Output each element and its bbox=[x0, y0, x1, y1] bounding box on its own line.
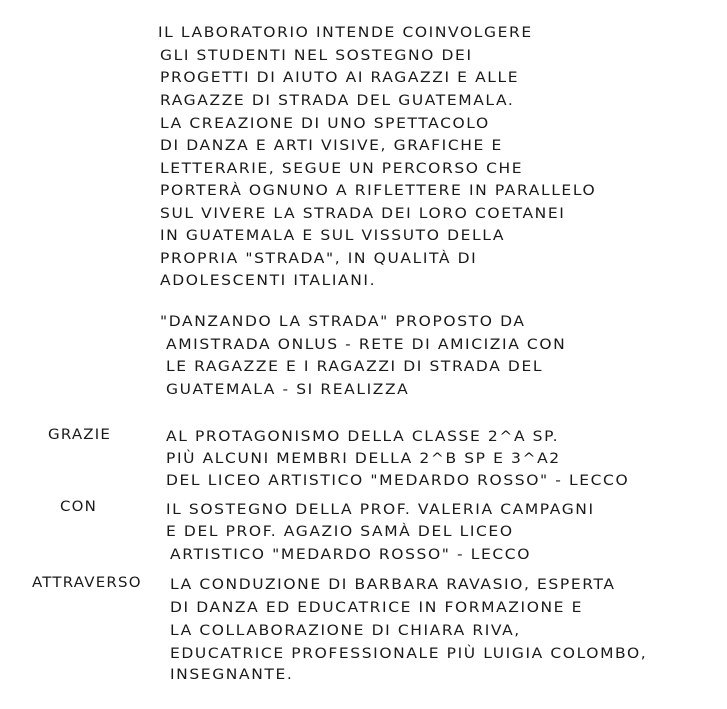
text-line: PROPRIA "STRADA", IN QUALITÀ DI bbox=[160, 250, 478, 267]
text-line: LA CREAZIONE DI UNO SPETTACOLO bbox=[160, 115, 490, 132]
text-line: IL SOSTEGNO DELLA PROF. VALERIA CAMPAGNI bbox=[166, 501, 595, 518]
text-line: ARTISTICO "MEDARDO ROSSO" - LECCO bbox=[170, 546, 532, 563]
section-label: ATTRAVERSO bbox=[32, 574, 142, 591]
text-line: GUATEMALA - SI REALIZZA bbox=[166, 381, 410, 398]
text-line: PROGETTI DI AIUTO AI RAGAZZI E ALLE bbox=[160, 69, 520, 86]
text-line: LA CONDUZIONE DI BARBARA RAVASIO, ESPERTA bbox=[170, 576, 616, 593]
text-line: EDUCATRICE PROFESSIONALE PIÙ LUIGIA COLOMBO, bbox=[170, 645, 648, 662]
section-label: CON bbox=[60, 498, 98, 515]
section-label: GRAZIE bbox=[48, 426, 112, 443]
text-line: LE RAGAZZE E I RAGAZZI DI STRADA DEL bbox=[166, 358, 544, 375]
text-line: PORTERÀ OGNUNO A RIFLETTERE IN PARALLELO bbox=[160, 182, 597, 199]
text-line: AL PROTAGONISMO DELLA CLASSE 2^A SP. bbox=[166, 428, 560, 445]
text-line: AMISTRADA ONLUS - RETE DI AMICIZIA CON bbox=[166, 336, 567, 353]
text-line: DI DANZA ED EDUCATRICE IN FORMAZIONE E bbox=[170, 599, 584, 616]
text-line: DI DANZA E ARTI VISIVE, GRAFICHE E bbox=[160, 137, 503, 154]
text-line: IN GUATEMALA E SUL VISSUTO DELLA bbox=[160, 227, 506, 244]
text-line: E DEL PROF. AGAZIO SAMÀ DEL LICEO bbox=[166, 523, 514, 540]
text-line: "DANZANDO LA STRADA" PROPOSTO DA bbox=[160, 313, 526, 330]
text-line: SUL VIVERE LA STRADA DEI LORO COETANEI bbox=[160, 205, 566, 222]
text-line: ADOLESCENTI ITALIANI. bbox=[160, 272, 377, 289]
text-line: RAGAZZE DI STRADA DEL GUATEMALA. bbox=[160, 92, 515, 109]
text-line: DEL LICEO ARTISTICO "MEDARDO ROSSO" - LECCO bbox=[166, 472, 630, 489]
text-line: GLI STUDENTI NEL SOSTEGNO DEI bbox=[160, 47, 473, 64]
text-line: LETTERARIE, SEGUE UN PERCORSO CHE bbox=[160, 160, 524, 177]
text-line: IL LABORATORIO INTENDE COINVOLGERE bbox=[158, 24, 533, 41]
text-line: PIÙ ALCUNI MEMBRI DELLA 2^B SP E 3^A2 bbox=[166, 450, 561, 467]
text-line: LA COLLABORAZIONE DI CHIARA RIVA, bbox=[170, 622, 521, 639]
text-line: INSEGNANTE. bbox=[170, 666, 294, 683]
